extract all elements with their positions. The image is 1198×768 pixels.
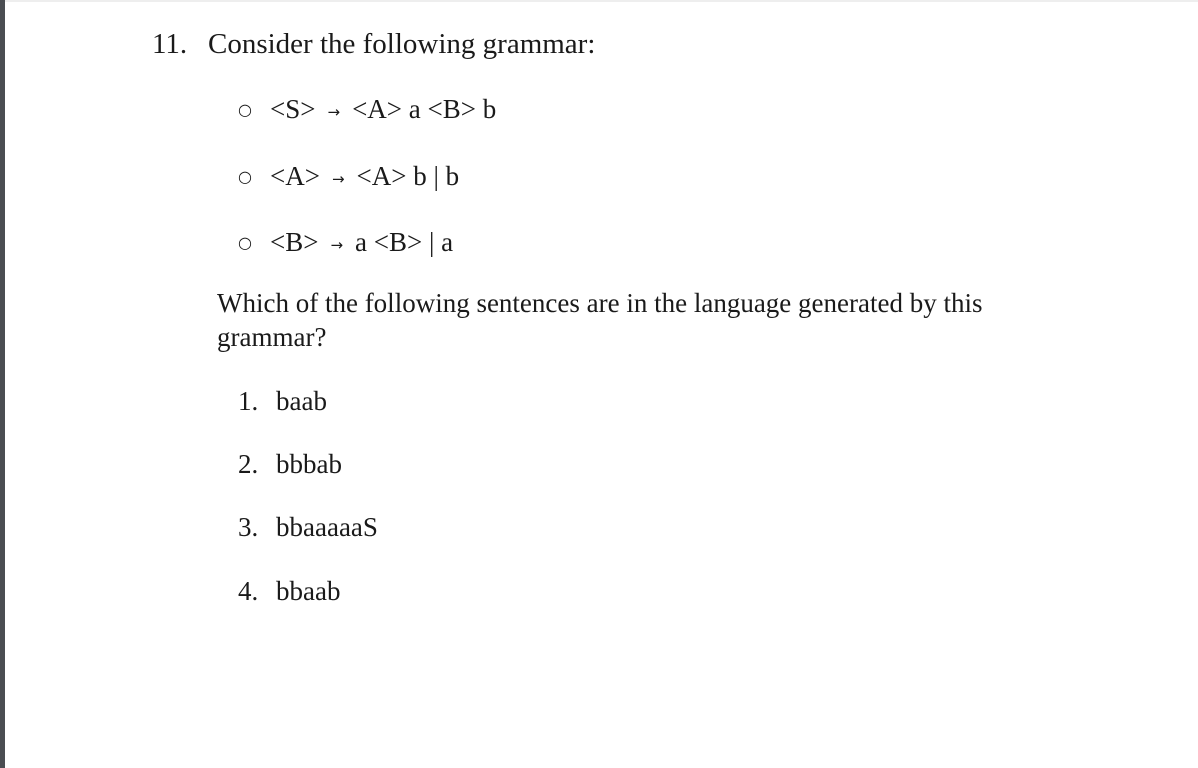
option-number: 2. bbox=[238, 449, 259, 479]
question-number: 11. bbox=[152, 28, 188, 60]
option-text: baab bbox=[276, 386, 327, 416]
arrow-icon: → bbox=[331, 170, 345, 188]
rule-lhs: <S> bbox=[270, 94, 316, 124]
bullet-icon: ○ bbox=[238, 167, 252, 186]
rule-lhs: <B> bbox=[270, 227, 319, 257]
viewer-left-border bbox=[0, 0, 5, 768]
option-text: bbbab bbox=[276, 449, 342, 479]
option-text: bbaab bbox=[276, 576, 341, 606]
arrow-icon: → bbox=[327, 103, 341, 121]
bullet-icon: ○ bbox=[238, 233, 252, 252]
answer-option bbox=[238, 448, 342, 480]
arrow-icon: → bbox=[330, 236, 344, 254]
rule-rhs: <A> b | b bbox=[356, 161, 460, 191]
question-prompt: Which of the following sentences are in the language generated by this grammar? bbox=[217, 288, 983, 352]
rule-lhs: <A> bbox=[270, 161, 320, 191]
question-header bbox=[152, 27, 595, 61]
grammar-rule bbox=[238, 93, 496, 128]
grammar-rule bbox=[238, 160, 459, 195]
option-number: 1. bbox=[238, 386, 259, 416]
bullet-icon: ○ bbox=[238, 100, 252, 119]
answer-option bbox=[238, 385, 327, 417]
question-text: Consider the following grammar: bbox=[208, 28, 596, 60]
option-number: 4. bbox=[238, 576, 259, 606]
answer-option bbox=[238, 511, 378, 543]
grammar-rule bbox=[238, 226, 453, 261]
answer-option bbox=[238, 575, 340, 607]
rule-rhs: a <B> | a bbox=[355, 227, 454, 257]
option-number: 3. bbox=[238, 512, 259, 542]
option-text: bbaaaaaS bbox=[276, 512, 378, 542]
page-top-edge bbox=[5, 0, 1198, 2]
rule-rhs: <A> a <B> b bbox=[352, 94, 497, 124]
